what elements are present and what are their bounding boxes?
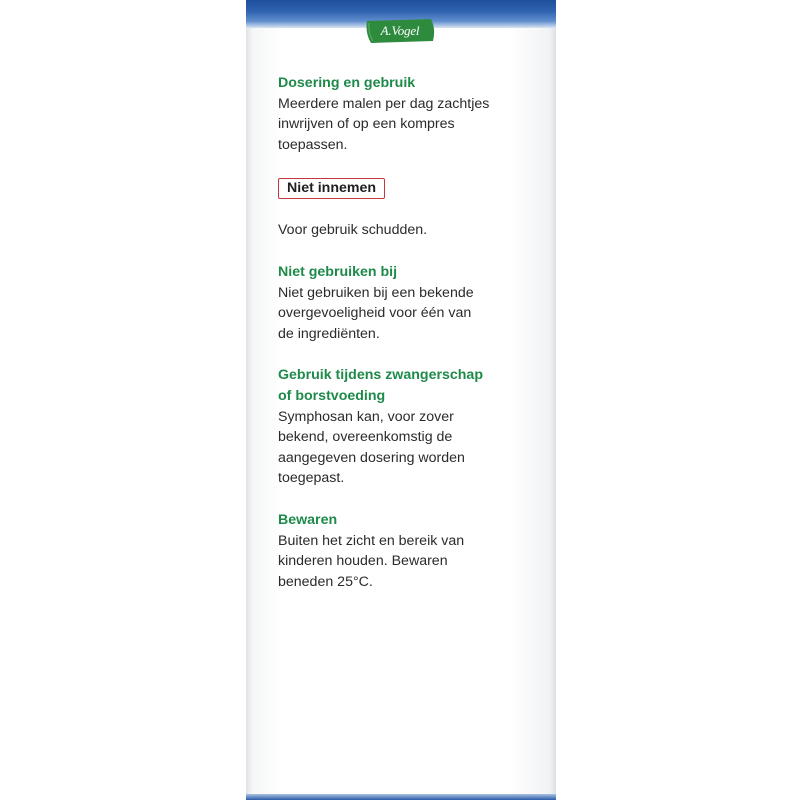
package-side-panel xyxy=(246,0,556,800)
warning-box: Niet innemen xyxy=(278,178,385,199)
bottom-blue-band xyxy=(246,794,556,800)
section-text-line: toepassen. xyxy=(278,136,348,153)
avogel-logo xyxy=(363,17,437,45)
section-warning xyxy=(278,176,546,199)
section-heading: Niet gebruiken bij xyxy=(278,263,398,280)
instructions-content xyxy=(278,73,546,592)
section-text-line: Symphosan kan, voor zover xyxy=(278,408,454,425)
section-dosering xyxy=(278,73,546,155)
section-text-line: Voor gebruik schudden. xyxy=(278,222,428,239)
section-niet-gebruiken xyxy=(278,262,546,344)
section-text-line: Meerdere malen per dag zachtjes xyxy=(278,95,490,112)
section-bewaren xyxy=(278,510,546,592)
section-text-line: Niet gebruiken bij een bekende xyxy=(278,284,474,301)
section-heading: Dosering en gebruik xyxy=(278,75,416,91)
section-heading: of borstvoeding xyxy=(278,387,386,404)
section-text-line: toegepast. xyxy=(278,470,345,487)
section-text-line: de ingrediënten. xyxy=(278,325,380,342)
section-text-line: bekend, overeenkomstig de xyxy=(278,429,453,446)
section-heading: Bewaren xyxy=(278,511,338,528)
section-text-line: beneden 25°C. xyxy=(278,573,373,590)
section-text-line: inwrijven of op een kompres xyxy=(278,116,455,133)
section-text-line: aangegeven dosering worden xyxy=(278,449,465,466)
section-heading: Gebruik tijdens zwangerschap xyxy=(278,367,483,384)
section-zwangerschap xyxy=(278,365,546,489)
section-text-line: Buiten het zicht en bereik van xyxy=(278,532,465,549)
section-text-line: overgevoeligheid voor één van xyxy=(278,305,472,322)
section-text-line: kinderen houden. Bewaren xyxy=(278,553,448,570)
section-shake xyxy=(278,220,546,241)
logo-text: A.Vogel xyxy=(380,23,420,38)
